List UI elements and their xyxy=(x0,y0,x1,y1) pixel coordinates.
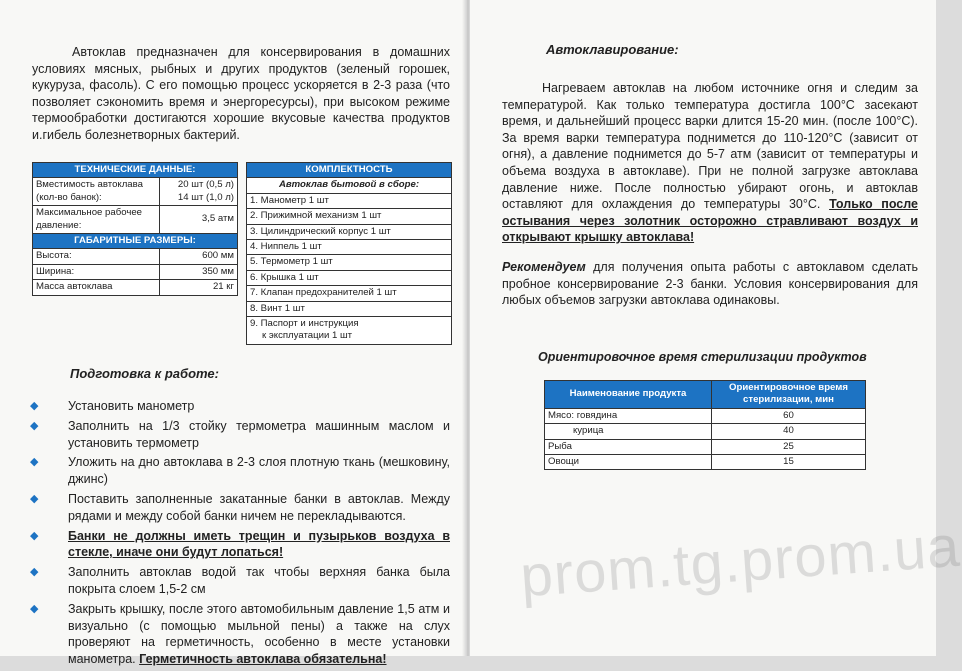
kit-item: 7. Клапан предохранителей 1 шт xyxy=(247,286,452,301)
diamond-bullet-icon: ◆ xyxy=(30,492,39,505)
diamond-bullet-icon: ◆ xyxy=(30,419,39,432)
watermark: prom.tg.prom.ua xyxy=(518,513,962,610)
diamond-bullet-icon: ◆ xyxy=(30,529,39,542)
diamond-bullet-icon: ◆ xyxy=(30,400,39,412)
kit-item: 9. Паспорт и инструкция к эксплуатации 1 шт xyxy=(247,317,452,345)
kit-item: 3. Цилиндрический корпус 1 шт xyxy=(247,224,452,239)
autoclave-paragraph: Нагреваем автоклав на любом источнике огня и следим за температурой. Как только температура достигла 100°С засекают время, и дальнейший процесс варки длится 15-20 мин. (после 100°С). За время варки температура поднимется до 110-120°С (зависит от огня), а давление поднимется до 5-7 атм (зависит от температуры и объема воздуха в автоклаве). При не полной загрузке автоклава давление ниже. После полностью убирают огонь, и автоклав оставляют для охлаждения до температуры 30°С. Только после остывания через золотник осторожно стравливают воздух и открывают крышку автоклава! xyxy=(502,81,918,245)
intro-paragraph: Автоклав предназначен для консервирования в домашних условиях мясных, рыбных и других продуктов (зеленый горошек, кукуруза, фасоль). С его помощью процесс ускоряется в 2-3 раза (что позволяет сэкономить время и энергоресурсы), при высоком режиме термообработки достигаются хорошие вкусовые качества продуктов и.гибель болезнетворных бактерий. xyxy=(32,45,450,142)
prep-title: Подготовка к работе: xyxy=(70,366,219,381)
tech-data-table xyxy=(32,162,238,296)
column-header-time: Ориентировочное время стерилизации, мин xyxy=(712,381,866,409)
kit-item: 8. Винт 1 шт xyxy=(247,301,452,316)
capacity-label: Вместимость автоклава (кол-во банок): xyxy=(33,178,160,206)
list-item: ◆ Заполнить на 1/3 стойку термометра машинным маслом и установить термометр xyxy=(30,418,450,450)
left-page xyxy=(0,0,466,667)
table-row: курица 40 xyxy=(545,424,866,439)
capacity-value xyxy=(160,178,238,206)
capacity-value-1: 20 шт (0,5 л) xyxy=(177,179,234,191)
diamond-bullet-icon: ◆ xyxy=(30,566,39,579)
dims-row: Высота: 600 мм xyxy=(33,249,238,264)
capacity-value-2: 14 шт (1,0 л) xyxy=(177,191,234,203)
kit-item: 5. Термометр 1 шт xyxy=(247,255,452,270)
kit-item: 4. Ниппель 1 шт xyxy=(247,240,452,255)
recommend-paragraph: Рекомендуем для получения опыта работы с автоклавом сделать пробное консервирование 2-3 банки. Условия консервирования для любых объемов загрузки автоклава одинаковы. xyxy=(502,260,918,308)
dims-row: Масса автоклава 21 кг xyxy=(33,280,238,295)
list-item: ◆ Заполнить автоклав водой так чтобы верхняя банка была покрыта слоем 1,5-2 см xyxy=(30,565,450,596)
sterilization-table xyxy=(544,380,866,470)
diamond-bullet-icon: ◆ xyxy=(30,456,39,469)
pressure-value: 3,5 атм xyxy=(160,206,238,234)
column-header-product: Наименование продукта xyxy=(545,381,712,409)
kit-item: 2. Прижимной механизм 1 шт xyxy=(247,209,452,224)
kit-header: КОМПЛЕКТНОСТЬ xyxy=(247,163,452,178)
table-row: Мясо: говядина 60 xyxy=(545,408,866,423)
list-item: ◆ Уложить на дно автоклава в 2-3 слоя плотную ткань (мешковину, джинс) xyxy=(30,455,450,487)
dims-row: Ширина: 350 мм xyxy=(33,264,238,279)
table-row: Рыба 25 xyxy=(545,439,866,454)
table-row: Овощи 15 xyxy=(545,455,866,470)
diamond-bullet-icon: ◆ xyxy=(30,602,39,615)
sterilization-table-title: Ориентировочное время стерилизации продуктов xyxy=(538,350,867,364)
list-item: ◆ Закрыть крышку, после этого автомобильным давление 1,5 атм и визуально (с помощью мыльной пены) а также на слух проверяют на герметичность, особенно в месте установки манометра. Герметичность автоклава обязательна! xyxy=(30,601,450,667)
kit-table xyxy=(246,162,452,345)
list-item: ◆ Установить манометр xyxy=(30,399,195,413)
list-item: ◆ Поставить заполненные закатанные банки в автоклав. Между рядами и между собой банки ничем не перекладываются. xyxy=(30,491,450,523)
kit-item: 6. Крышка 1 шт xyxy=(247,270,452,285)
kit-item: 1. Манометр 1 шт xyxy=(247,193,452,208)
pressure-label: Максимальное рабочее давление: xyxy=(33,206,160,234)
autoclave-title: Автоклавирование: xyxy=(546,42,679,57)
kit-subheader: Автоклав бытовой в сборе: xyxy=(247,178,452,193)
dims-header: ГАБАРИТНЫЕ РАЗМЕРЫ: xyxy=(33,234,238,249)
list-item: ◆ Банки не должны иметь трещин и пузырьков воздуха в стекле, иначе они будут лопаться! xyxy=(30,528,450,560)
prep-steps xyxy=(30,398,450,671)
tech-data-header: ТЕХНИЧЕСКИЕ ДАННЫЕ: xyxy=(33,163,238,178)
